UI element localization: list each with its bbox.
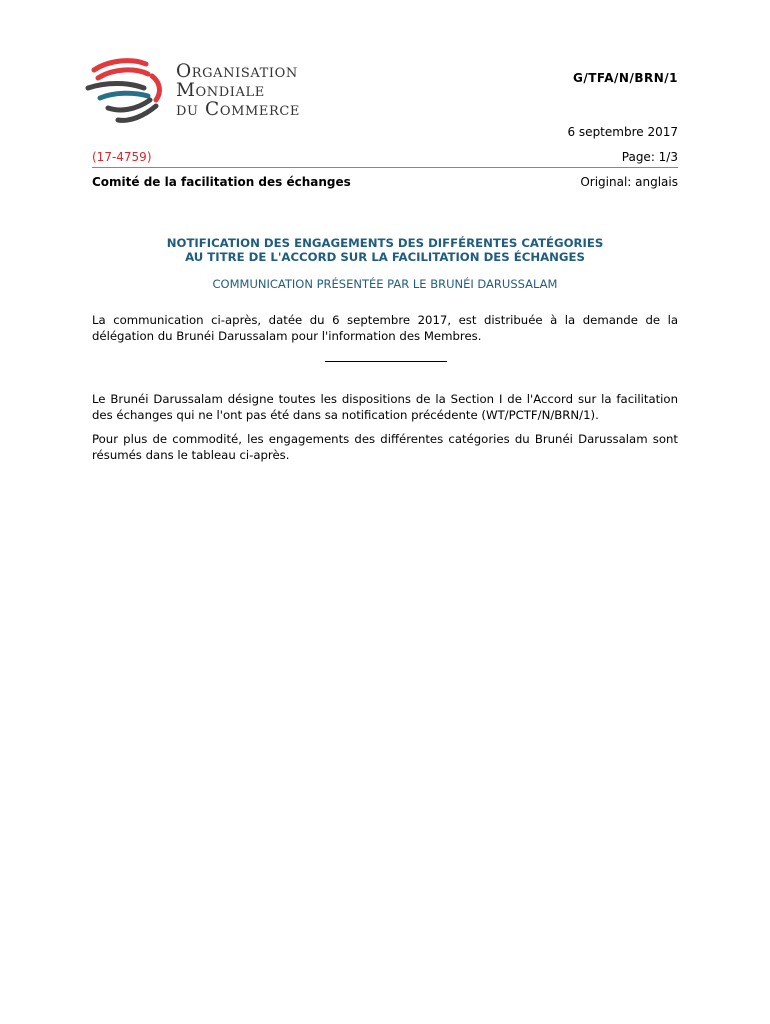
paragraph-intro: La communication ci-après, datée du 6 septembre 2017, est distribuée à la demande de la délégation du Brunéi Darussalam pour l'information des Membres. <box>92 313 678 343</box>
original-language: Original: anglais <box>580 175 678 189</box>
paragraph-designation: Le Brunéi Darussalam désigne toutes les dispositions de la Section I de l'Accord sur la facilitation des échanges qui ne l'ont pas été dans sa notification précédente (WT/PCTF/N/BRN/1). <box>92 392 678 422</box>
section-separator <box>325 361 447 362</box>
document-number: (17-4759) <box>92 150 152 164</box>
document-symbol: G/TFA/N/BRN/1 <box>573 71 678 85</box>
document-title <box>92 236 678 264</box>
meta-row <box>92 150 678 168</box>
committee-row <box>92 175 678 189</box>
document-date: 6 septembre 2017 <box>567 125 678 139</box>
document-subtitle: COMMUNICATION PRÉSENTÉE PAR LE BRUNÉI DARUSSALAM <box>212 277 558 291</box>
wto-logo-icon <box>84 56 174 130</box>
committee-name: Comité de la facilitation des échanges <box>92 175 351 189</box>
logo-line-3: du Commerce <box>176 99 301 120</box>
wto-logo-wordmark <box>176 62 300 119</box>
paragraph-summary: Pour plus de commodité, les engagements des différentes catégories du Brunéi Darussalam sont résumés dans le tableau ci-après. <box>92 432 678 462</box>
title-line-2: AU TITRE DE L'ACCORD SUR LA FACILITATION DES ÉCHANGES <box>185 250 585 264</box>
title-line-1: NOTIFICATION DES ENGAGEMENTS DES DIFFÉRENTES CATÉGORIES <box>166 236 604 250</box>
page-number: Page: 1/3 <box>621 150 678 164</box>
wto-logo <box>84 56 334 130</box>
logo-line-1: Organisation <box>176 61 298 82</box>
logo-line-2: Mondiale <box>176 80 265 101</box>
